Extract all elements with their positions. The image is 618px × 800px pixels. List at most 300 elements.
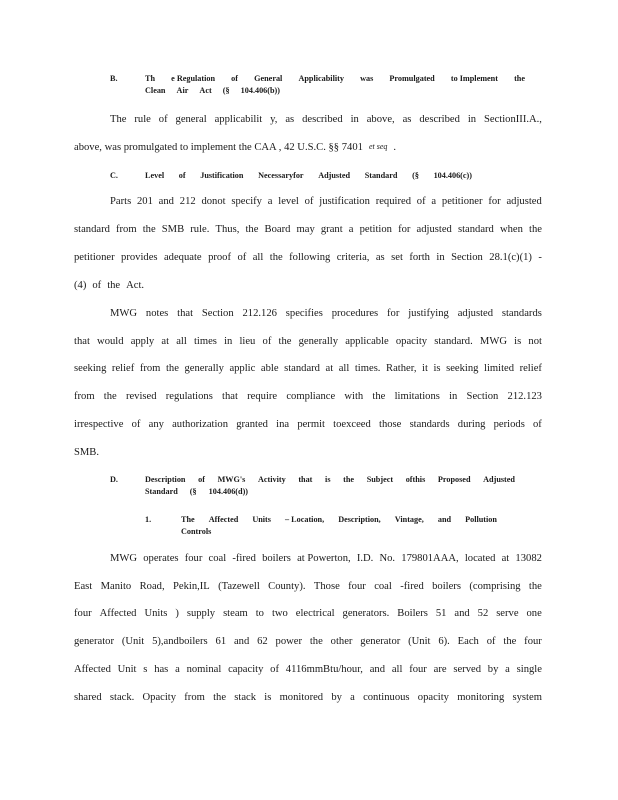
para-d-line4: [74, 636, 542, 647]
word: adjusted: [457, 308, 494, 319]
word: would: [97, 336, 124, 347]
word: (Tazewell: [218, 581, 260, 592]
word: monitoring: [457, 692, 505, 703]
word: rule.: [190, 224, 210, 235]
word: the: [514, 74, 525, 83]
word: operates: [143, 553, 179, 564]
para-b-line2-words: above, was promulgated to implement the CAA , 42 U.S.C. §§ 7401: [74, 142, 363, 153]
word: the: [529, 224, 542, 235]
word: Justification: [200, 171, 244, 180]
word: following: [289, 252, 331, 263]
word: SectionIII.A.,: [483, 114, 542, 125]
word: served: [453, 664, 481, 675]
word: -: [538, 252, 542, 263]
heading-d1: [181, 515, 497, 536]
word: Boilers: [397, 608, 428, 619]
word: four: [409, 664, 427, 675]
word: standard: [457, 224, 494, 235]
heading-d-line1: [145, 475, 515, 484]
word: Adjusted: [483, 475, 515, 484]
word: County).: [268, 581, 306, 592]
word: are: [433, 664, 447, 675]
word: (Unit: [121, 636, 145, 647]
word: 13082: [515, 553, 542, 564]
word: I.D.: [356, 553, 374, 564]
word: y,: [270, 114, 278, 125]
word: Pekin,IL: [173, 581, 210, 592]
para-mwg-line3: [74, 363, 542, 374]
para-b-line2: [74, 142, 542, 153]
word: Section: [201, 308, 234, 319]
word: revised: [125, 391, 157, 402]
word: is: [433, 363, 441, 374]
para-c-line1: [110, 196, 542, 207]
word: Necessaryfor: [258, 171, 304, 180]
word: 5),andboilers: [152, 636, 208, 647]
word: standard.: [434, 336, 473, 347]
word: Affected: [208, 515, 239, 524]
word: at: [501, 553, 510, 564]
para-d-line6: [74, 692, 542, 703]
word: able: [260, 363, 279, 374]
word: Proposed: [437, 475, 471, 484]
word: adjusted: [416, 224, 452, 235]
word: permit: [297, 419, 325, 430]
word: of: [178, 171, 186, 180]
word: 212.123: [507, 391, 542, 402]
word: opacity: [395, 336, 428, 347]
word: in: [449, 391, 458, 402]
word: is: [264, 692, 272, 703]
heading-b: [145, 74, 525, 95]
word: (§: [412, 171, 419, 180]
word: Units: [252, 515, 271, 524]
word: Affected: [74, 664, 111, 675]
word: of: [231, 74, 238, 83]
word: and: [369, 664, 386, 675]
word: as: [375, 252, 385, 263]
word: 61: [215, 636, 227, 647]
word: provides: [121, 252, 158, 263]
word: petition: [359, 224, 392, 235]
word: from: [74, 391, 95, 402]
word: 212.126: [242, 308, 277, 319]
word: standard: [74, 224, 110, 235]
word: seeking: [74, 363, 107, 374]
word: general: [175, 114, 207, 125]
word: petitioner: [441, 196, 483, 207]
word: a: [175, 664, 180, 675]
word: -fired: [400, 581, 424, 592]
word: justifying: [408, 308, 449, 319]
word: stack.: [109, 692, 135, 703]
word: the: [309, 636, 323, 647]
word: the: [165, 363, 179, 374]
word: a: [348, 224, 354, 235]
word: Subject: [366, 475, 394, 484]
word: Manito: [100, 581, 132, 592]
para-mwg-line5: [74, 419, 542, 430]
word: above,: [366, 114, 395, 125]
word: (§: [222, 86, 230, 95]
word: at Powerton,: [297, 553, 351, 564]
para-d-line1: [110, 553, 542, 564]
word: opacity: [417, 692, 449, 703]
word: the: [269, 252, 283, 263]
para-d-line5: [74, 664, 542, 675]
word: the: [343, 475, 355, 484]
word: single: [516, 664, 542, 675]
para-c-line4: [74, 280, 542, 291]
word: Parts: [110, 196, 132, 207]
word: when: [499, 224, 523, 235]
word: of: [158, 114, 168, 125]
word: adjusted: [506, 196, 542, 207]
word: four: [348, 581, 366, 592]
word: Thus,: [215, 224, 240, 235]
word: 212: [179, 196, 196, 207]
word: is: [325, 475, 331, 484]
word: SMB: [161, 224, 185, 235]
para-c-line2: [74, 224, 542, 235]
word: generators.: [342, 608, 390, 619]
word: at: [161, 336, 170, 347]
heading-d1-line1: [181, 515, 497, 524]
word: as: [285, 114, 295, 125]
word: Affected: [99, 608, 137, 619]
word: proof: [208, 252, 232, 263]
para-d-line3: [74, 608, 542, 619]
word: Those: [313, 581, 340, 592]
word: Clean: [145, 86, 166, 95]
para-mwg-line4: [74, 391, 542, 402]
word: relief: [111, 363, 135, 374]
word: General: [254, 74, 283, 83]
word: ina: [276, 419, 290, 430]
word: of: [533, 419, 542, 430]
word: SMB.: [74, 447, 100, 458]
word: a: [431, 196, 437, 207]
word: forth: [409, 252, 430, 263]
word: that: [177, 308, 194, 319]
word: that: [74, 336, 90, 347]
word: the: [278, 336, 292, 347]
word: is: [514, 336, 522, 347]
word: continuous: [363, 692, 410, 703]
word: (comprising: [469, 581, 521, 592]
word: described: [302, 114, 343, 125]
word: the: [107, 280, 121, 291]
word: electrical: [295, 608, 335, 619]
word: of: [237, 252, 247, 263]
word: the: [213, 692, 227, 703]
word: from: [139, 363, 161, 374]
para-mwg-line2: [74, 336, 542, 347]
word: justification: [319, 196, 370, 207]
word: of: [92, 280, 102, 291]
word: 28.1(c)(1): [489, 252, 532, 263]
word: was: [360, 74, 374, 83]
heading-d1-number: 1.: [145, 515, 152, 524]
heading-b-letter: B.: [110, 74, 118, 83]
word: 52: [477, 608, 489, 619]
word: steam: [223, 608, 248, 619]
word: 179801AAA,: [401, 553, 459, 564]
word: in: [350, 114, 359, 125]
word: of: [198, 475, 205, 484]
word: petitioner: [74, 252, 115, 263]
word: Units: [144, 608, 168, 619]
heading-d: [145, 475, 515, 496]
word: in: [224, 336, 233, 347]
word: limitations: [394, 391, 440, 402]
word: Description,: [338, 515, 381, 524]
word: Level: [145, 171, 165, 180]
word: 4116mmBtu/hour,: [285, 664, 363, 675]
word: compliance: [286, 391, 336, 402]
word: 104.406(c)): [433, 171, 472, 180]
para-c-line3: [74, 252, 542, 263]
word: to: [255, 608, 264, 619]
word: notes: [145, 308, 169, 319]
word: Opacity: [142, 692, 177, 703]
word: all: [391, 664, 403, 675]
heading-c-letter: C.: [110, 171, 118, 180]
word: coal: [374, 581, 392, 592]
word: rule: [134, 114, 151, 125]
word: East: [74, 581, 93, 592]
word: a: [350, 692, 355, 703]
word: the: [103, 391, 117, 402]
word: -fired: [232, 553, 256, 564]
word: and: [454, 608, 470, 619]
word: specifies: [285, 308, 323, 319]
heading-b-line2: [145, 86, 280, 95]
word: other: [330, 636, 353, 647]
word: a: [267, 196, 273, 207]
word: that: [222, 391, 238, 402]
word: applic: [229, 363, 256, 374]
word: monitored: [279, 692, 324, 703]
word: coal: [208, 553, 227, 564]
word: MWG: [110, 553, 138, 564]
word: applicable: [345, 336, 389, 347]
word: The: [110, 114, 127, 125]
word: periods: [493, 419, 525, 430]
word: Standard: [364, 171, 398, 180]
word: from: [184, 692, 205, 703]
para-mwg-line6: [74, 447, 542, 458]
heading-c-line1: [145, 171, 472, 180]
word: lieu: [239, 336, 256, 347]
word: 6).: [438, 636, 450, 647]
word: times.: [354, 363, 381, 374]
word: four: [524, 636, 542, 647]
word: and: [437, 515, 452, 524]
word: (Unit: [408, 636, 431, 647]
word: during: [457, 419, 486, 430]
word: of: [262, 336, 272, 347]
word: system: [512, 692, 542, 703]
word: those: [379, 419, 402, 430]
word: 51: [435, 608, 447, 619]
word: all: [176, 336, 187, 347]
word: generator: [360, 636, 401, 647]
word: of: [304, 196, 314, 207]
word: Unit: [117, 664, 137, 675]
word: and: [158, 196, 174, 207]
word: of: [131, 419, 141, 430]
word: in: [467, 114, 477, 125]
word: a: [505, 664, 510, 675]
word: of: [416, 196, 426, 207]
word: capacity: [228, 664, 264, 675]
word: Act.: [126, 280, 145, 291]
word: boilers: [262, 553, 291, 564]
word: Description: [145, 475, 186, 484]
word: MWG: [479, 336, 507, 347]
word: regulations: [165, 391, 213, 402]
word: standard: [284, 363, 320, 374]
heading-c: [145, 171, 472, 180]
word: donot: [201, 196, 226, 207]
word: supply: [186, 608, 216, 619]
word: seeking: [446, 363, 479, 374]
word: specify: [231, 196, 262, 207]
word: with: [344, 391, 364, 402]
word: generally: [184, 363, 224, 374]
word: standards: [409, 419, 450, 430]
word: it: [422, 363, 428, 374]
word: relief: [519, 363, 542, 374]
word: 62: [257, 636, 268, 647]
word: all: [252, 252, 264, 263]
word: the: [503, 636, 517, 647]
word: nominal: [186, 664, 222, 675]
word: boilers: [432, 581, 461, 592]
word: any: [148, 419, 164, 430]
word: for: [488, 196, 501, 207]
para-b-line1: [110, 114, 542, 125]
word: adequate: [163, 252, 202, 263]
word: set: [391, 252, 403, 263]
word: the: [528, 581, 542, 592]
word: standards: [501, 308, 542, 319]
word: from: [116, 224, 137, 235]
word: – Location,: [285, 515, 325, 524]
word: Activity: [257, 475, 286, 484]
word: the: [245, 224, 259, 235]
word: 201: [136, 196, 153, 207]
word: toexceed: [333, 419, 371, 430]
word: Adjusted: [318, 171, 351, 180]
word: required: [375, 196, 411, 207]
word: granted: [236, 419, 268, 430]
word: 104.406(b)): [240, 86, 280, 95]
word: the: [372, 391, 386, 402]
word: Air: [176, 86, 189, 95]
word: one: [526, 608, 542, 619]
word: applicabilit: [214, 114, 263, 125]
word: has: [154, 664, 169, 675]
word: located: [464, 553, 496, 564]
word: level: [278, 196, 299, 207]
para-b-et-seq: et seq: [368, 142, 388, 151]
word: Applicability: [298, 74, 344, 83]
word: serve: [496, 608, 519, 619]
para-mwg-line1: [110, 308, 542, 319]
para-d-line2: [74, 581, 542, 592]
word: generally: [298, 336, 339, 347]
word: Each: [457, 636, 479, 647]
word: Promulgated: [389, 74, 435, 83]
heading-d-letter: D.: [110, 475, 118, 484]
word: Vintage,: [394, 515, 424, 524]
word: to Implement: [450, 74, 498, 83]
word: shared: [74, 692, 102, 703]
word: at: [325, 363, 334, 374]
word: for: [387, 308, 400, 319]
word: limited: [484, 363, 515, 374]
word: of: [270, 664, 279, 675]
word: as: [402, 114, 412, 125]
word: for: [398, 224, 411, 235]
word: ): [175, 608, 179, 619]
word: MWG's: [217, 475, 246, 484]
word: Pollution: [465, 515, 497, 524]
word: criteria,: [336, 252, 370, 263]
word: e Regulation: [171, 74, 216, 83]
word: the: [142, 224, 156, 235]
word: Section: [466, 391, 499, 402]
heading-d1-line2: Controls: [181, 527, 212, 536]
word: s: [143, 664, 148, 675]
word: Rather,: [386, 363, 417, 374]
word: by: [487, 664, 499, 675]
word: Act: [199, 86, 212, 95]
word: (4): [74, 280, 87, 291]
word: by: [331, 692, 342, 703]
word: times: [193, 336, 217, 347]
heading-b-line1: [145, 74, 525, 83]
word: all: [338, 363, 350, 374]
word: power: [275, 636, 303, 647]
word: Board: [264, 224, 291, 235]
word: grant: [320, 224, 343, 235]
word: and: [233, 636, 250, 647]
word: four: [74, 608, 92, 619]
word: irrespective: [74, 419, 124, 430]
word: Th: [145, 74, 156, 83]
word: may: [296, 224, 315, 235]
word: No.: [379, 553, 396, 564]
word: described: [419, 114, 460, 125]
word: four: [184, 553, 203, 564]
word: two: [271, 608, 288, 619]
word: apply: [130, 336, 155, 347]
word: Road,: [139, 581, 165, 592]
word: MWG: [110, 308, 138, 319]
heading-d-line2: Standard (§ 104.406(d)): [145, 487, 249, 496]
word: authorization: [172, 419, 229, 430]
word: stack: [234, 692, 257, 703]
word: require: [247, 391, 278, 402]
word: not: [528, 336, 542, 347]
word: in: [436, 252, 445, 263]
para-b-period: .: [393, 142, 397, 153]
word: procedures: [331, 308, 379, 319]
word: ofthis: [405, 475, 426, 484]
